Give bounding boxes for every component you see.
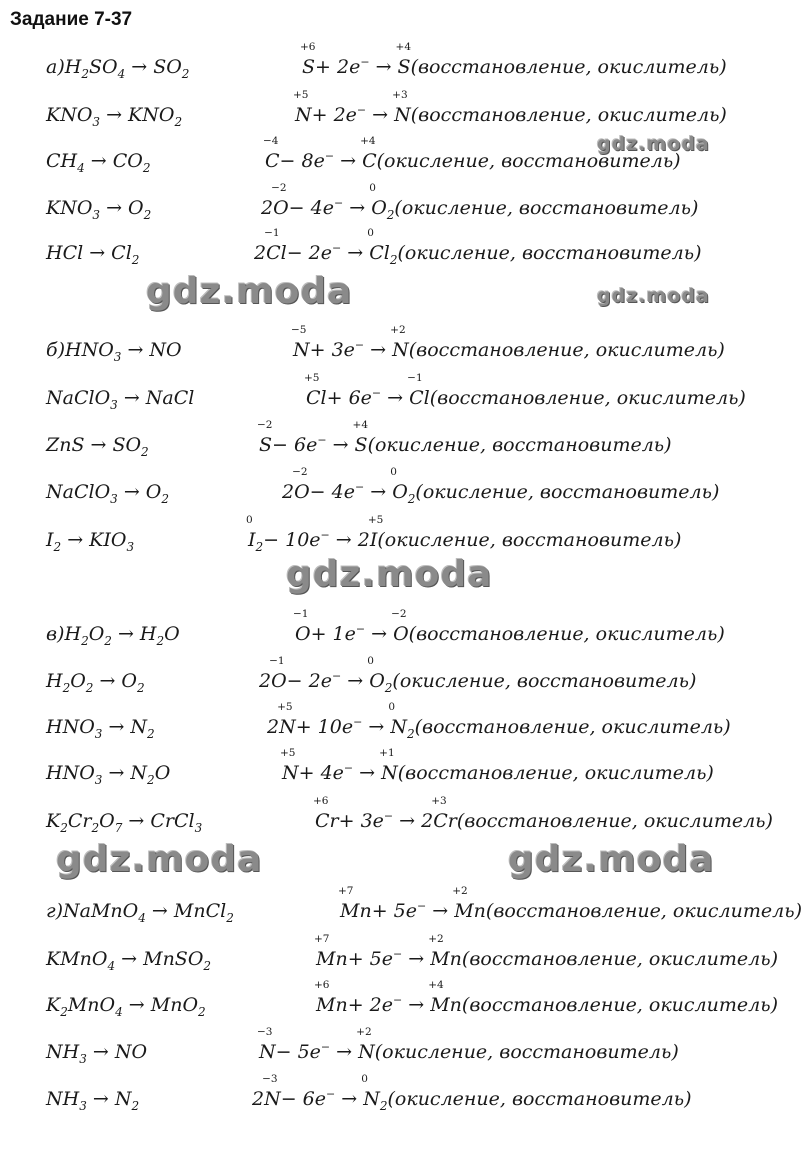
reaction-scheme: $HNO_3 \to N_2O$ xyxy=(46,762,171,787)
reaction-row xyxy=(0,608,761,669)
reaction-scheme: $а)H_2SO_4 \to SO_2$ xyxy=(46,56,190,81)
electron-balance: S +6 + 2e− → S +4 (восстановление, окислитель) xyxy=(300,41,727,78)
reaction-scheme: $CH_4 \to CO_2$ xyxy=(46,150,151,175)
electron-balance: 2Cl −1 − $2e^- \to Cl_2$ 0 (окисление, восстановитель) xyxy=(254,227,702,267)
reaction-scheme: $б)HNO_3$ → NO xyxy=(46,339,182,364)
electron-balance: S −2 − 6e− → S +4 (окисление, восстановитель) xyxy=(257,419,672,456)
reaction-scheme: $K_2MnO_4 \to MnO_2$ xyxy=(46,994,206,1019)
electron-balance: C −4 − 8e− → C +4 (окисление, восстановитель) xyxy=(263,135,681,172)
reaction-row xyxy=(0,933,779,994)
page-title: Задание 7-37 xyxy=(10,9,133,30)
reaction-row xyxy=(0,885,802,946)
electron-balance: N +5 + 2e− → N +3 (восстановление, окислитель) xyxy=(293,89,727,126)
reaction-scheme: $в)H_2O_2 \to H_2O$ xyxy=(46,623,180,648)
watermark: gdz.moda xyxy=(56,839,263,880)
reaction-scheme: $I_2 \to KIO_3$ xyxy=(46,529,135,554)
electron-balance: 2O −2 − $4e^- \to O_2$ 0 (окисление, восстановитель) xyxy=(261,182,699,222)
electron-balance: Mn +7 + 5e− → Mn +2 (восстановление, окислитель) xyxy=(338,885,802,922)
reaction-row xyxy=(0,419,761,480)
electron-balance: Cr +6 + 3e− → 2Cr +3 (восстановление, окислитель) xyxy=(313,795,773,832)
reaction-scheme: $HNO_3 \to N_2$ xyxy=(46,716,155,741)
reaction-scheme: ZnS → $SO_2$ xyxy=(46,434,149,459)
electron-balance: $I_2$ 0 − 10e− → 2I +5 (окисление, восстановитель) xyxy=(246,514,682,554)
reaction-scheme: $H_2O_2 \to O_2$ xyxy=(46,670,145,695)
reaction-row xyxy=(0,979,779,1040)
electron-balance: 2N +5 + $10e^- \to N_2$ 0 (восстановление, окислитель) xyxy=(267,701,731,741)
reaction-scheme: $K_2Cr_2O_7$ → CrCl$_3$ xyxy=(46,810,203,835)
reaction-row xyxy=(0,182,761,243)
reaction-row xyxy=(0,372,761,433)
reaction-row xyxy=(0,1026,761,1087)
electron-balance: N −5 + 3e− → N +2 (восстановление, окислитель) xyxy=(291,324,725,361)
electron-balance: Mn +6 + 2e− → Mn +4 (восстановление, окислитель) xyxy=(314,979,779,1016)
reaction-scheme: г)NaMnO$_4$ → MnCl$_2$ xyxy=(46,900,234,925)
reaction-row xyxy=(0,227,761,288)
reaction-row xyxy=(0,655,761,716)
reaction-scheme: $NH_3 \to N_2$ xyxy=(46,1088,140,1113)
electron-balance: Cl +5 + 6e− → Cl −1 (восстановление, окислитель) xyxy=(304,372,746,409)
watermark: gdz.moda xyxy=(597,133,710,155)
reaction-scheme: NaClO$_3$ → NaCl xyxy=(46,387,195,412)
watermark: gdz.moda xyxy=(286,554,493,595)
electron-balance: 2O −2 − $4e^- \to O_2$ 0 (окисление, восстановитель) xyxy=(282,466,720,506)
electron-balance: 2N −3 − $6e^- \to N_2$ 0 (окисление, восстановитель) xyxy=(252,1073,692,1113)
reaction-row xyxy=(0,1073,761,1134)
reaction-scheme: KMnO$_4$ → MnSO$_2$ xyxy=(46,948,212,973)
reaction-row xyxy=(0,747,761,808)
watermark: gdz.moda xyxy=(146,271,353,312)
reaction-row xyxy=(0,324,761,385)
electron-balance: 2O −1 − $2e^- \to O_2$ 0 (окисление, восстановитель) xyxy=(259,655,697,695)
reaction-scheme: NaClO$_3$ → $O_2$ xyxy=(46,481,170,506)
reaction-scheme: $NH_3$ → NO xyxy=(46,1041,148,1066)
reaction-scheme: $KNO_3 \to O_2$ xyxy=(46,197,152,222)
watermark: gdz.moda xyxy=(508,839,715,880)
electron-balance: N +5 + 4e− → N +1 (восстановление, окислитель) xyxy=(280,747,714,784)
electron-balance: N −3 − 5e− → N +2 (окисление, восстановитель) xyxy=(257,1026,679,1063)
reaction-scheme: $KNO_3 \to KNO_2$ xyxy=(46,104,183,129)
electron-balance: Mn +7 + 5e− → Mn +2 (восстановление, окислитель) xyxy=(314,933,779,970)
electron-balance: O −1 + 1e− → O −2 (восстановление, окислитель) xyxy=(293,608,725,645)
reaction-scheme: HCl → $Cl_2$ xyxy=(46,242,140,267)
reaction-row xyxy=(0,41,761,102)
watermark: gdz.moda xyxy=(597,285,710,307)
